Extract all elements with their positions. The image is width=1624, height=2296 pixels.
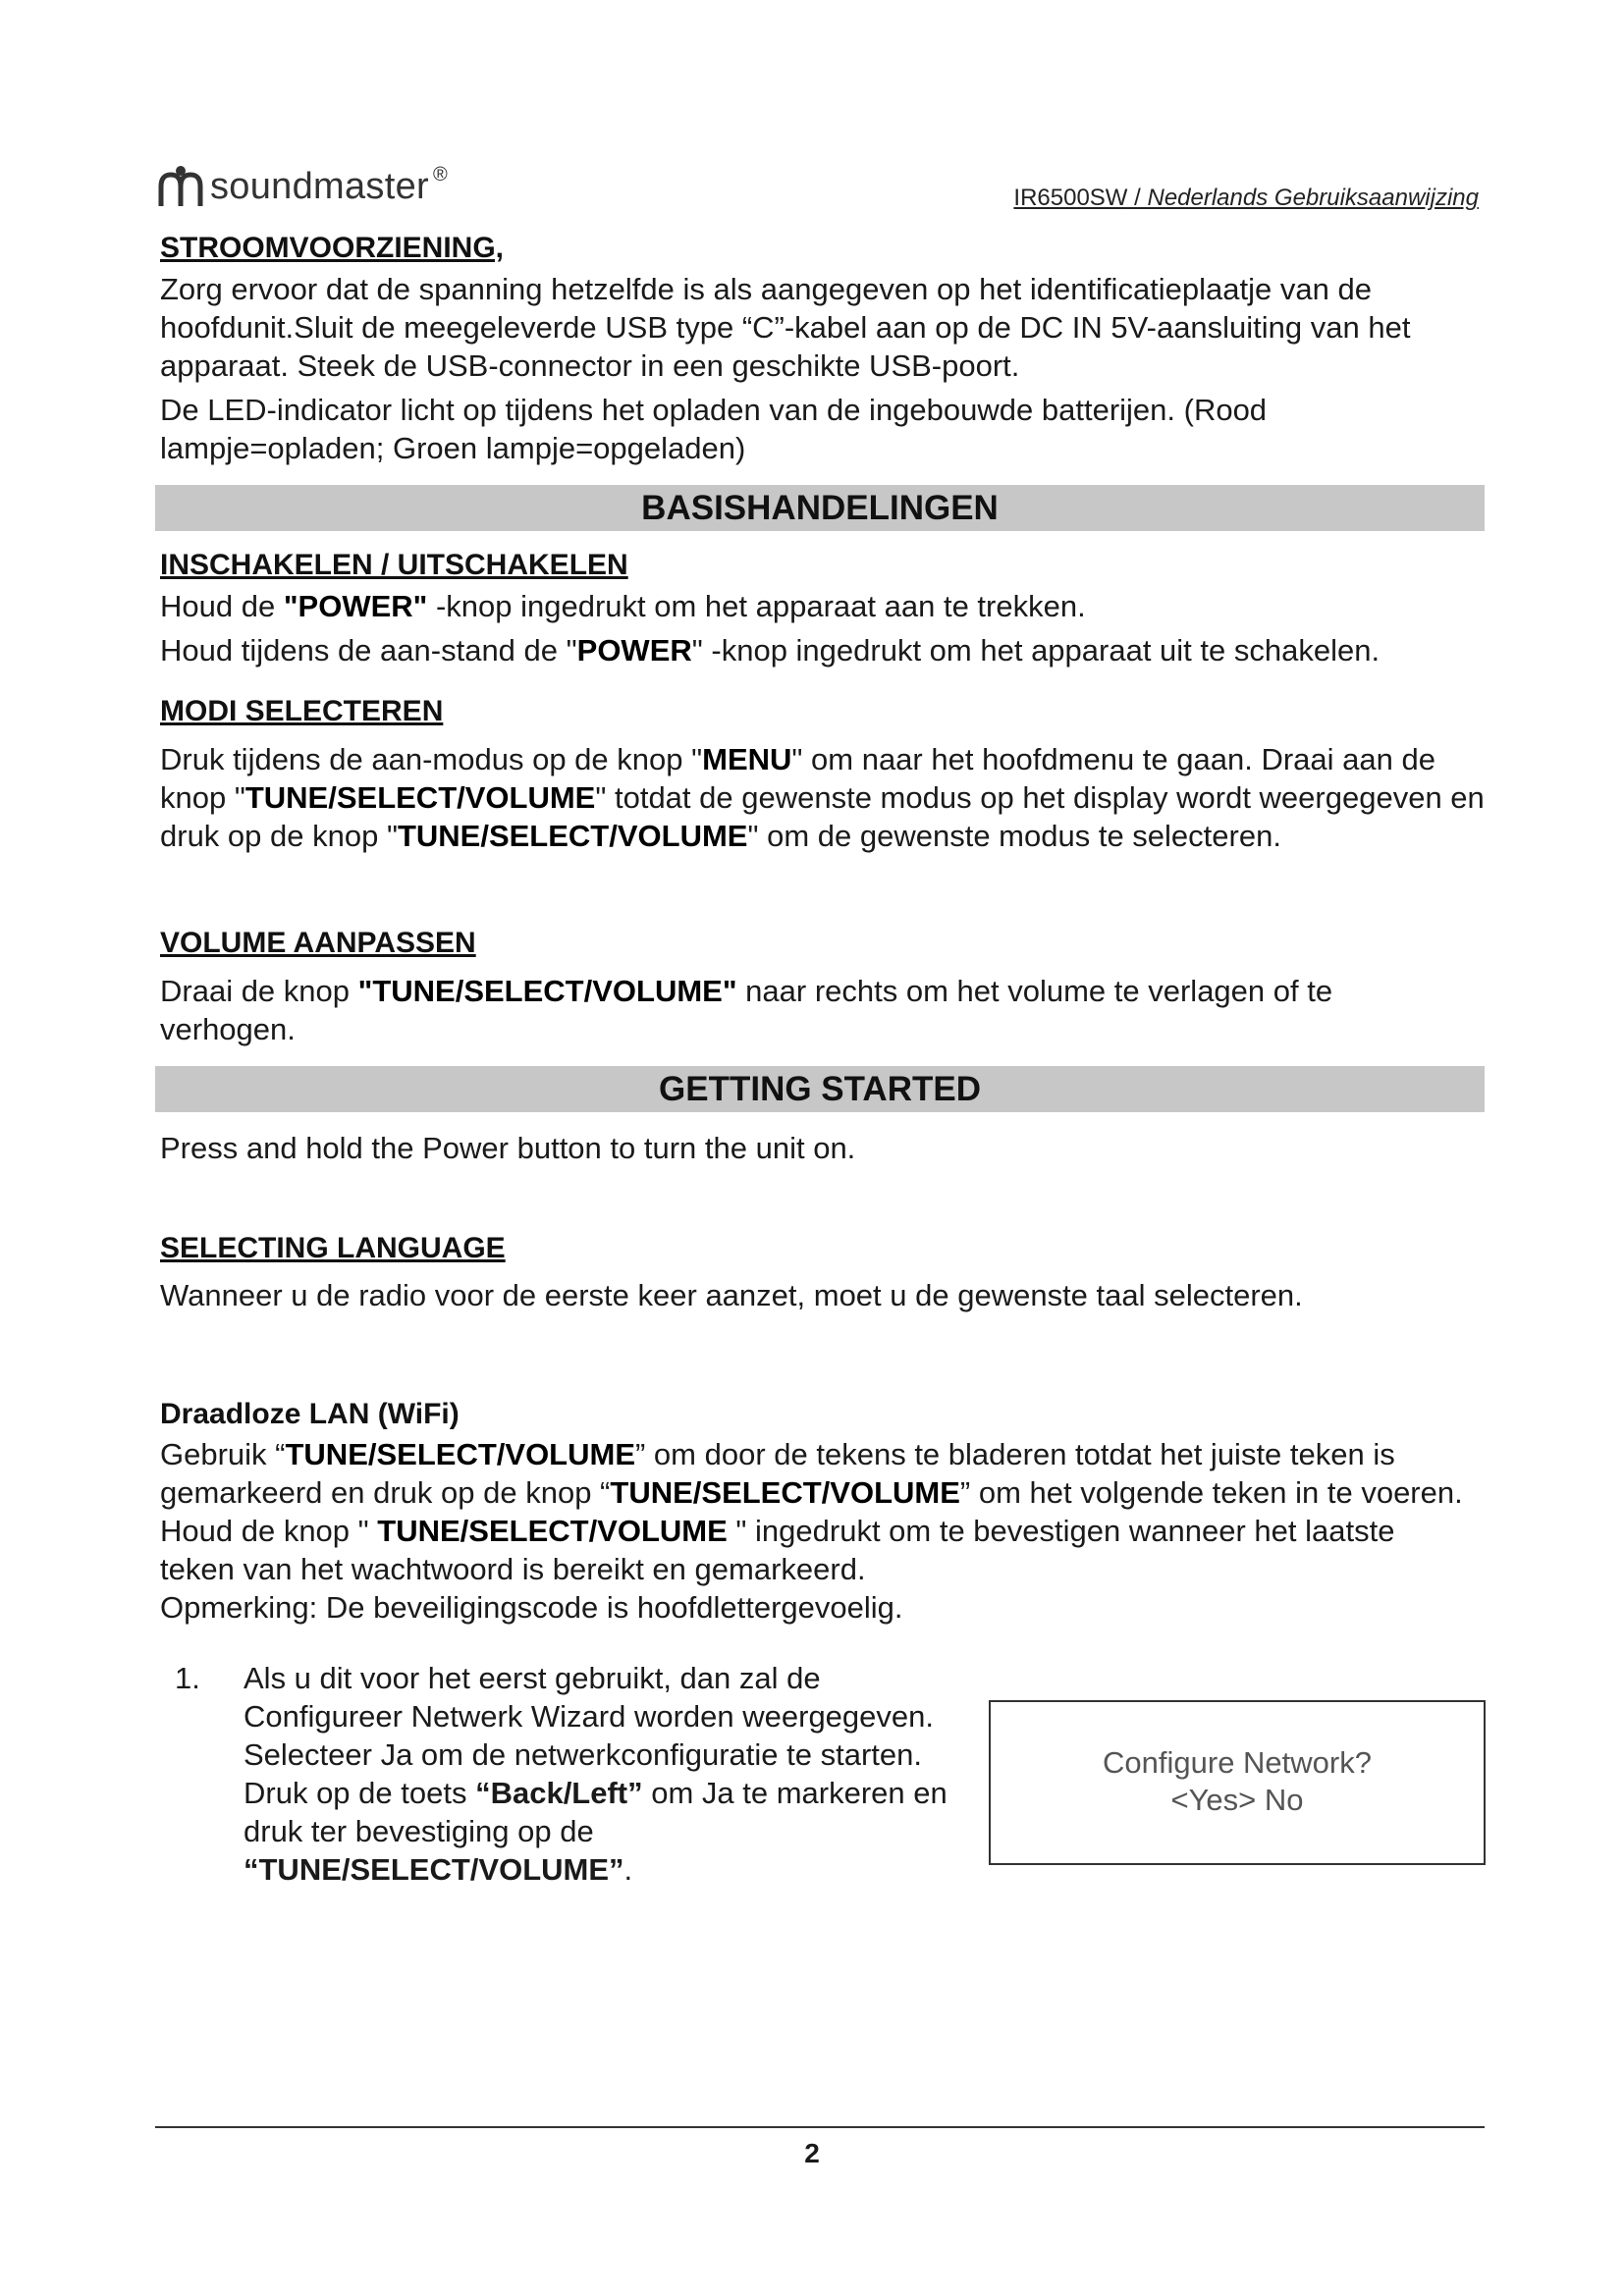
selecting-language-text: Wanneer u de radio voor de eerste keer aanzet, moet u de gewenste taal selecteren.	[160, 1278, 1303, 1312]
heading-wireless-lan: Draadloze LAN (WiFi)	[160, 1398, 460, 1430]
screen-line-2: <Yes> No	[1170, 1783, 1304, 1817]
power-supply-paragraph: Zorg ervoor dat de spanning hetzelfde is als aangegeven op het identificatieplaatje van de hoofdunit.Sluit de meegeleverde USB type “C”-kabel aan op de DC IN 5V-aansluiting van het apparaat. Steek de USB-connector in een geschikte USB-poort.	[160, 272, 1411, 383]
volume-paragraph: Draai de knop "TUNE/SELECT/VOLUME" naar rechts om het volume te verlagen of te verhogen.	[160, 974, 1333, 1046]
heading-select-modes: MODI SELECTEREN	[160, 695, 444, 727]
wifi-paragraph: Gebruik “TUNE/SELECT/VOLUME” om door de tekens te bladeren totdat het juiste teken is gemarkeerd en druk op de knop “TUNE/SELECT/VOLUME” om het volgende teken in te voeren. Houd de knop " TUNE/SELECT/VOLUME " ingedrukt om te bevestigen wanneer het laatste teken van het wachtwoord is bereikt en gemarkeerd.	[160, 1437, 1463, 1586]
wifi-note: Opmerking: De beveiligingscode is hoofdlettergevoelig.	[160, 1590, 903, 1625]
heading-volume: VOLUME AANPASSEN	[160, 927, 476, 959]
page-number: 2	[804, 2138, 820, 2168]
select-modes-paragraph: Druk tijdens de aan-modus op de knop "MENU" om naar het hoofdmenu te gaan. Draai aan de knop "TUNE/SELECT/VOLUME" totdat de gewenste modus op het display wordt weergegeven en druk op de knop "TUNE/SELECT/VOLUME" om de gewenste modus te selecteren.	[160, 742, 1485, 853]
document-title: IR6500SW / Nederlands Gebruiksaanwijzing	[1013, 185, 1479, 211]
model-number: IR6500SW	[1013, 185, 1128, 211]
screen-line-1: Configure Network?	[1103, 1745, 1372, 1780]
list-item-text: Als u dit voor het eerst gebruikt, dan zal de Configureer Netwerk Wizard worden weergegeven. Selecteer Ja om de netwerkconfiguratie te starten. Druk op de toets “Back/Left” om Ja te markeren en druk ter bevestiging op de “TUNE/SELECT/VOLUME”.	[244, 1661, 947, 1887]
section-band-basics: BASISHANDELINGEN	[155, 485, 1485, 531]
registered-mark: ®	[432, 163, 448, 186]
section-band-getting-started: GETTING STARTED	[155, 1066, 1485, 1112]
brand-logo	[157, 157, 448, 216]
heading-power-supply: STROOMVOORZIENING,	[160, 232, 505, 264]
power-on-line: Houd de "POWER" -knop ingedrukt om het apparaat aan te trekken.	[160, 589, 1086, 623]
heading-power-onoff: INSCHAKELEN / UITSCHAKELEN	[160, 549, 628, 581]
power-off-line: Houd tijdens de aan-stand de "POWER" -knop ingedrukt om het apparaat uit te schakelen.	[160, 633, 1380, 667]
soundmaster-logo-icon	[157, 165, 204, 208]
heading-selecting-language: SELECTING LANGUAGE	[160, 1232, 506, 1264]
brand-name: soundmaster	[210, 165, 429, 207]
manual-language: Nederlands Gebruiksaanwijzing	[1147, 185, 1479, 211]
footer-divider	[155, 2126, 1485, 2128]
led-indicator-paragraph: De LED-indicator licht op tijdens het opladen van de ingebouwde batterijen. (Rood lampje=opladen; Groen lampje=opgeladen)	[160, 393, 1268, 465]
list-item-number: 1.	[175, 1661, 200, 1695]
display-screen-illustration	[989, 1700, 1486, 1865]
getting-started-text: Press and hold the Power button to turn the unit on.	[160, 1131, 856, 1165]
